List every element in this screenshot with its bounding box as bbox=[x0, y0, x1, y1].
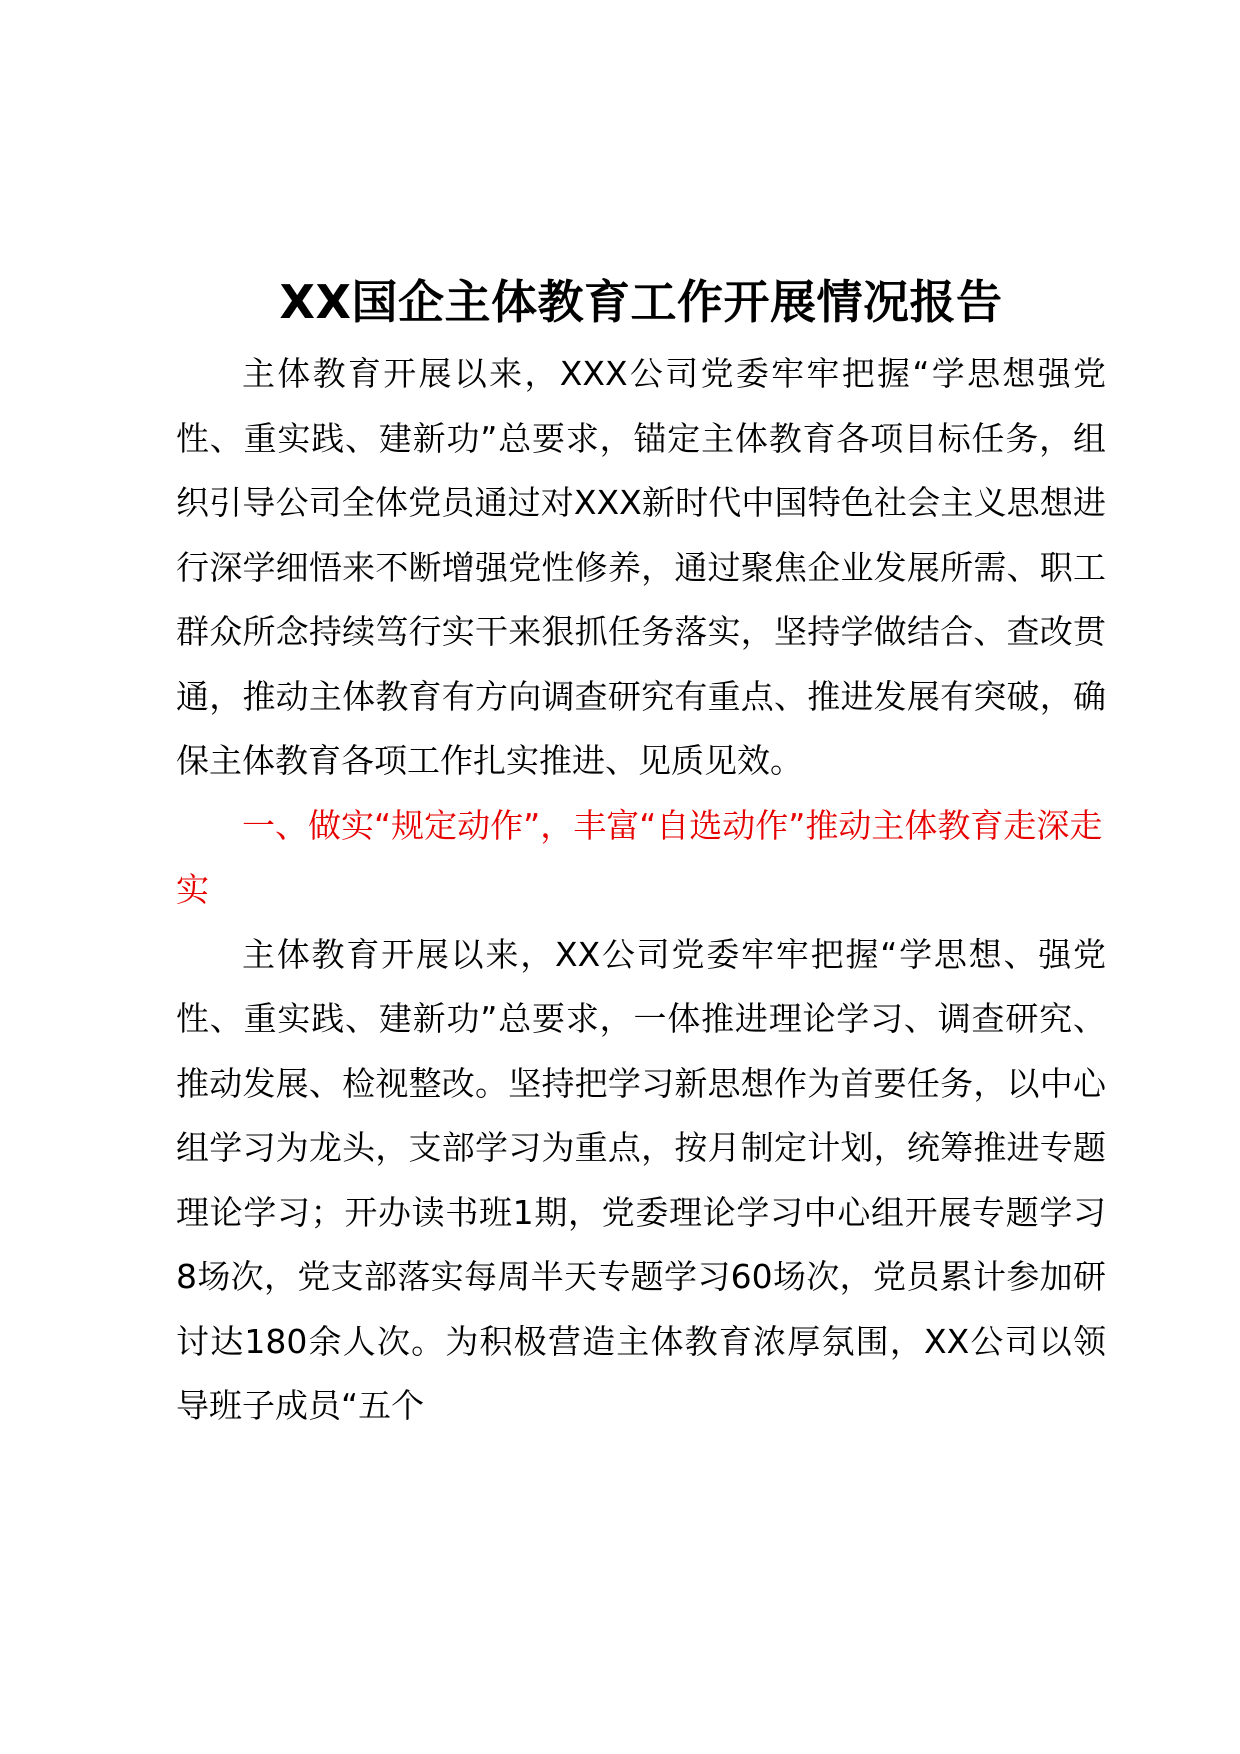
section-1-paragraph: 主体教育开展以来，XX公司党委牢牢把握“学思想、强党性、重实践、建新功”总要求，一体推进理论学习、调查研究、推动发展、检视整改。坚持把学习新思想作为首要任务，以中心组学习为龙头，支部学习为重点，按月制定计划，统筹推进专题理论学习；开办读书班1期，党委理论学习中心组开展专题学习8场次，党支部落实每周半天专题学习60场次，党员累计参加研讨达180余人次。为积极营造主体教育浓厚氛围，XX公司以领导班子成员“五个 bbox=[176, 934, 1106, 1425]
document-body bbox=[176, 262, 1106, 1439]
intro-paragraph: 主体教育开展以来，XXX公司党委牢牢把握“学思想强党性、重实践、建新功”总要求，锚定主体教育各项目标任务，组织引导公司全体党员通过对XXX新时代中国特色社会主义思想进行深学细悟来不断增强党性修养，通过聚焦企业发展所需、职工群众所念持续笃行实干来狠抓任务落实，坚持学做结合、查改贯通，推动主体教育有方向调查研究有重点、推进发展有突破，确保主体教育各项工作扎实推进、见质见效。 bbox=[176, 354, 1106, 780]
document-title: XX国企主体教育工作开展情况报告 bbox=[279, 275, 1003, 329]
section-heading-1: 一、做实“规定动作”，丰富“自选动作”推动主体教育走深走实 bbox=[176, 805, 1103, 909]
